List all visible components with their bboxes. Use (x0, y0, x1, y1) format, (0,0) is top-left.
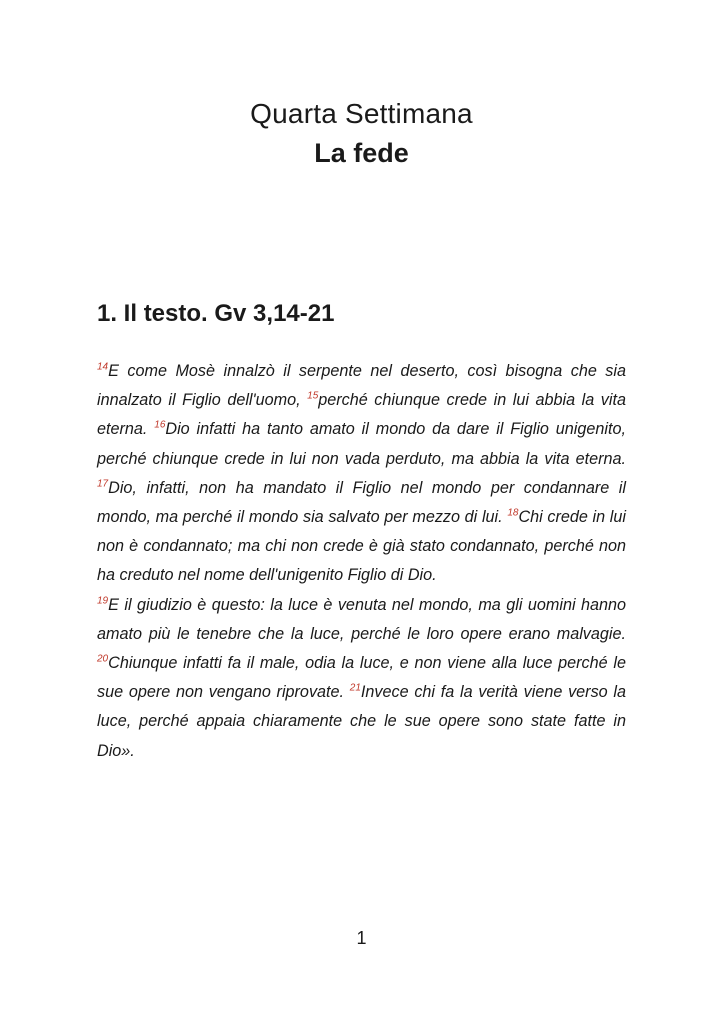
section-heading: 1. Il testo. Gv 3,14-21 (97, 300, 335, 327)
verse-number-17: 17 (97, 478, 109, 490)
verse-text-21: Invece chi fa la verità viene verso la luce, perché appaia chiaramente che le sue opere sono state fatte in Dio». (97, 683, 626, 760)
verse-number-16: 16 (154, 420, 166, 432)
verse-number-21: 21 (349, 682, 361, 694)
verse-text-16: Dio infatti ha tanto amato il mondo da dare il Figlio unigenito, perché chiunque crede in lui non vada perduto, ma abbia la vita eterna. (97, 420, 626, 468)
verse-text-15: perché chiunque crede in lui abbia la vita eterna. (97, 391, 626, 439)
verse-text-20: Chiunque infatti fa il male, odia la luce, e non viene alla luce perché le sue opere non vengano riprovate. (97, 654, 626, 702)
verse-number-20: 20 (97, 653, 109, 665)
verse-number-19: 19 (97, 595, 109, 607)
verse-text-18: Chi crede in lui non è condannato; ma chi non crede è già stato condannato, perché non ha creduto nel nome dell'unigenito Figlio di Dio. (97, 508, 627, 585)
week-title: Quarta Settimana (250, 98, 473, 129)
verse-text-19: E il giudizio è questo: la luce è venuta nel mondo, ma gli uomini hanno amato più le tenebre che la luce, perché le loro opere erano malvagie. (97, 595, 626, 643)
paragraph-1 (97, 357, 626, 591)
verse-text-17: Dio, infatti, non ha mandato il Figlio nel mondo per condannare il mondo, ma perché il mondo sia salvato per mezzo di lui. (97, 478, 626, 527)
verse-number-15: 15 (307, 390, 319, 402)
page-number: 1 (356, 928, 367, 948)
verse-text-14: E come Mosè innalzò il serpente nel deserto, così bisogna che sia innalzato il Figlio dell'uomo, (97, 362, 626, 410)
week-theme: La fede (314, 138, 409, 168)
paragraph-2 (97, 591, 626, 766)
verse-number-14: 14 (97, 361, 109, 373)
verse-number-18: 18 (507, 507, 519, 519)
scripture-text (97, 357, 626, 766)
